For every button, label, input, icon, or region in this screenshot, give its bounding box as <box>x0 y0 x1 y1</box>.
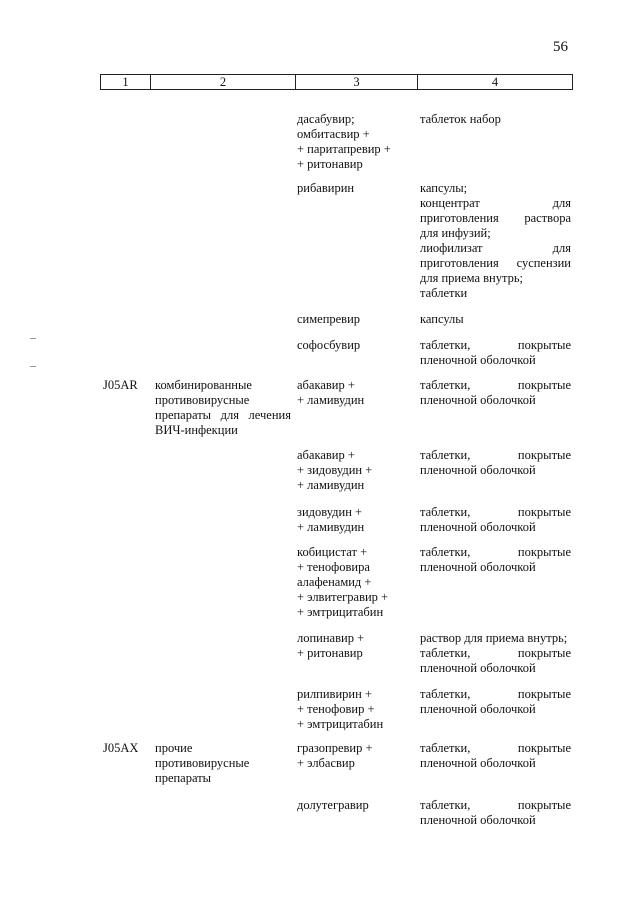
drug-name <box>297 312 413 327</box>
group-line <box>155 756 291 771</box>
form-line-word: для приема внутрь; <box>420 271 524 285</box>
drug-name <box>297 505 413 535</box>
drug-line-word: + ритонавир <box>297 646 363 660</box>
atc-code: J05AX <box>103 741 139 755</box>
dosage-forms <box>420 338 571 368</box>
form-line-word: таблетки, <box>420 545 471 559</box>
drug-line-word: рилпивирин + <box>297 687 372 701</box>
form-line <box>420 448 571 463</box>
form-line <box>420 226 571 241</box>
drug-line-word: зидовудин + <box>297 505 363 519</box>
drug-line <box>297 717 413 732</box>
margin-mark <box>30 366 36 367</box>
drug-line <box>297 463 413 478</box>
dosage-forms <box>420 687 571 717</box>
form-line-word: приготовления <box>420 256 499 270</box>
group-line <box>155 423 291 438</box>
form-line-word: для <box>552 241 571 255</box>
group-line-word: прочие <box>155 741 193 755</box>
drug-line-word: + тенофовир + <box>297 702 375 716</box>
group-line-word: противовирусные <box>155 756 250 770</box>
form-line-word: пленочной оболочкой <box>420 560 536 574</box>
drug-name <box>297 112 413 172</box>
form-line-word: покрытые <box>517 741 571 755</box>
group-line-word: ВИЧ-инфекции <box>155 423 238 437</box>
group-line-word: противовирусные <box>155 393 250 407</box>
table-header <box>100 74 573 90</box>
form-line <box>420 505 571 520</box>
header-col-4: 4 <box>418 75 573 89</box>
form-line-word: пленочной оболочкой <box>420 393 536 407</box>
drug-line <box>297 575 413 590</box>
drug-line-word: омбитасвир + <box>297 127 370 141</box>
form-line <box>420 798 571 813</box>
form-line-word: таблетки, <box>420 338 471 352</box>
drug-name <box>297 378 413 408</box>
header-col-2: 2 <box>151 75 296 89</box>
form-line <box>420 813 571 828</box>
form-line <box>420 256 571 271</box>
drug-line-word: + тенофовира <box>297 560 370 574</box>
drug-line <box>297 378 413 393</box>
form-line-word: пленочной оболочкой <box>420 520 536 534</box>
form-line-word: покрытые <box>517 798 571 812</box>
form-line <box>420 741 571 756</box>
dosage-forms <box>420 378 571 408</box>
form-line-word: таблетки, <box>420 741 471 755</box>
form-line-word: покрытые <box>517 545 571 559</box>
form-line-word: пленочной оболочкой <box>420 813 536 827</box>
drug-line <box>297 505 413 520</box>
drug-line-word: + паритапревир + <box>297 142 391 156</box>
group-line-word: комбинированные <box>155 378 252 392</box>
drug-name <box>297 741 413 771</box>
drug-line-word: абакавир + <box>297 378 355 392</box>
drug-line <box>297 142 413 157</box>
form-line <box>420 646 571 661</box>
form-line-word: раствор для приема внутрь; <box>420 631 568 645</box>
drug-line-word: + элбасвир <box>297 756 355 770</box>
drug-line <box>297 448 413 463</box>
drug-line <box>297 127 413 142</box>
drug-line-word: дасабувир; <box>297 112 355 126</box>
form-line-word: покрытые <box>517 505 571 519</box>
form-line-word: пленочной оболочкой <box>420 702 536 716</box>
form-line-word: покрытые <box>517 687 571 701</box>
drug-line-word: + зидовудин + <box>297 463 373 477</box>
form-line <box>420 312 571 327</box>
form-line-word: таблетки, <box>420 378 471 392</box>
drug-line-word: + ламивудин <box>297 520 365 534</box>
header-col-1: 1 <box>101 75 151 89</box>
group-line-word: препараты <box>155 771 212 785</box>
form-line-word: для инфузий; <box>420 226 491 240</box>
group-line <box>155 741 291 756</box>
form-line-word: концентрат <box>420 196 480 210</box>
drug-line <box>297 181 413 196</box>
form-line <box>420 393 571 408</box>
drug-line <box>297 702 413 717</box>
form-line-word: покрытые <box>517 448 571 462</box>
group-line <box>155 771 291 786</box>
form-line-word: покрытые <box>517 378 571 392</box>
drug-line-word: гразопревир + <box>297 741 373 755</box>
drug-line <box>297 545 413 560</box>
dosage-forms <box>420 112 571 127</box>
form-line <box>420 211 571 226</box>
form-line-word: пленочной оболочкой <box>420 756 536 770</box>
form-line <box>420 378 571 393</box>
form-line <box>420 286 571 301</box>
form-line <box>420 338 571 353</box>
form-line-word: таблеток набор <box>420 112 501 126</box>
group-line <box>155 393 291 408</box>
dosage-forms <box>420 798 571 828</box>
form-line <box>420 631 571 646</box>
drug-line <box>297 590 413 605</box>
drug-line-word: + ламивудин <box>297 393 365 407</box>
form-line-word: капсулы; <box>420 181 468 195</box>
form-line <box>420 756 571 771</box>
drug-line <box>297 520 413 535</box>
drug-line-word: + элвитегравир + <box>297 590 389 604</box>
form-line <box>420 560 571 575</box>
form-line-word: таблетки, <box>420 798 471 812</box>
group-line <box>155 378 291 393</box>
drug-line <box>297 393 413 408</box>
drug-line <box>297 646 413 661</box>
dosage-forms <box>420 181 571 301</box>
form-line <box>420 463 571 478</box>
form-line-word: таблетки, <box>420 505 471 519</box>
drug-line <box>297 687 413 702</box>
dosage-forms <box>420 741 571 771</box>
form-line <box>420 112 571 127</box>
dosage-forms <box>420 505 571 535</box>
drug-line <box>297 756 413 771</box>
drug-line <box>297 157 413 172</box>
form-line-word: таблетки, <box>420 448 471 462</box>
drug-line <box>297 338 413 353</box>
form-line-word: таблетки, <box>420 687 471 701</box>
drug-line <box>297 312 413 327</box>
form-line-word: пленочной оболочкой <box>420 661 536 675</box>
form-line <box>420 196 571 211</box>
dosage-forms <box>420 545 571 575</box>
form-line <box>420 702 571 717</box>
drug-line-word: + ламивудин <box>297 478 365 492</box>
form-line-word: капсулы <box>420 312 464 326</box>
drug-line-word: софосбувир <box>297 338 361 352</box>
drug-line-word: абакавир + <box>297 448 355 462</box>
drug-line-word: кобицистат + <box>297 545 368 559</box>
form-line <box>420 520 571 535</box>
form-line <box>420 661 571 676</box>
group-line-word: препараты <box>155 408 212 422</box>
dosage-forms <box>420 448 571 478</box>
drug-line <box>297 605 413 620</box>
form-line <box>420 241 571 256</box>
group-line-word: лечения <box>248 408 291 422</box>
form-line-word: таблетки, <box>420 646 471 660</box>
atc-code: J05AR <box>103 378 138 392</box>
drug-name <box>297 181 413 196</box>
drug-line <box>297 798 413 813</box>
drug-line <box>297 112 413 127</box>
form-line <box>420 271 571 286</box>
drug-line-word: + эмтрицитабин <box>297 605 384 619</box>
group-line <box>155 408 291 423</box>
header-col-3: 3 <box>296 75 418 89</box>
form-line-word: раствора <box>524 211 571 225</box>
drug-name <box>297 545 413 620</box>
form-line-word: лиофилизат <box>420 241 483 255</box>
drug-line-word: долутегравир <box>297 798 369 812</box>
drug-line-word: + ритонавир <box>297 157 363 171</box>
form-line-word: приготовления <box>420 211 499 225</box>
drug-name <box>297 631 413 661</box>
drug-line <box>297 631 413 646</box>
form-line <box>420 687 571 702</box>
form-line <box>420 545 571 560</box>
drug-line-word: алафенамид + <box>297 575 372 589</box>
form-line-word: пленочной оболочкой <box>420 463 536 477</box>
form-line-word: покрытые <box>517 646 571 660</box>
group-line-word: для <box>220 408 239 422</box>
drug-line-word: рибавирин <box>297 181 355 195</box>
drug-line-word: лопинавир + <box>297 631 365 645</box>
drug-line <box>297 741 413 756</box>
drug-line <box>297 560 413 575</box>
dosage-forms <box>420 312 571 327</box>
form-line-word: суспензии <box>516 256 571 270</box>
form-line-word: таблетки <box>420 286 468 300</box>
form-line-word: пленочной оболочкой <box>420 353 536 367</box>
drug-line <box>297 478 413 493</box>
drug-line-word: симепревир <box>297 312 361 326</box>
drug-name <box>297 448 413 493</box>
form-line-word: покрытые <box>517 338 571 352</box>
form-line <box>420 353 571 368</box>
margin-mark <box>30 338 36 339</box>
group-name <box>155 378 291 438</box>
drug-name <box>297 798 413 813</box>
form-line-word: для <box>552 196 571 210</box>
page-number: 56 <box>553 39 568 55</box>
drug-name <box>297 687 413 732</box>
form-line <box>420 181 571 196</box>
group-name <box>155 741 291 786</box>
drug-name <box>297 338 413 353</box>
drug-line-word: + эмтрицитабин <box>297 717 384 731</box>
dosage-forms <box>420 631 571 676</box>
